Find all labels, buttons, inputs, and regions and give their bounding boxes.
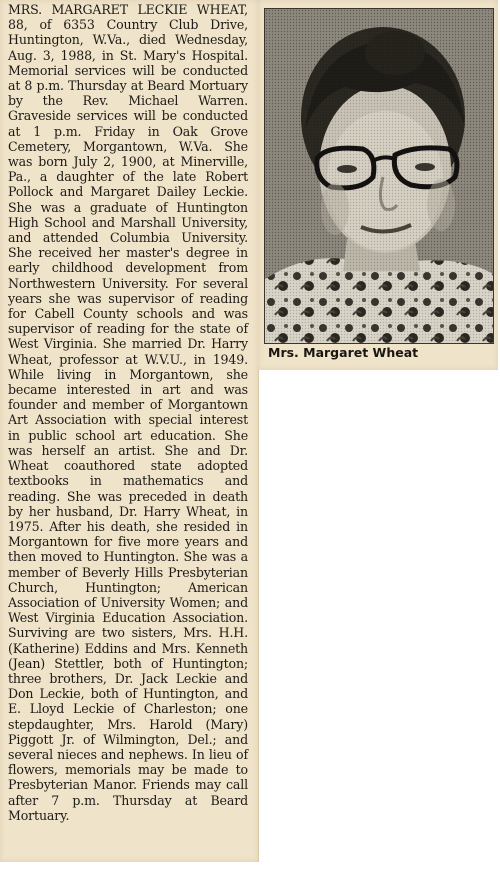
portrait-photo — [264, 8, 494, 344]
obituary-name-heading: MRS. MARGARET LECKIE WHEAT, — [8, 2, 248, 17]
obituary-body: 88, of 6353 Country Club Drive, Huntington, W.Va., died Wednesday, Aug. 3, 1988, in St. Mary's Hospital. Memorial services will be conducted at 8 p.m. Thursday at Beard Mortuary by the Rev. Michael Warren. Graveside services will be conducted at 1 p.m. Friday in Oak Grove Cemetery, Morgantown, W.Va. She was born July 2, 1900, at Minerville, Pa., a daughter of the late Robert Pollock and Margaret Dailey Leckie. She was a graduate of Huntington High School and Marshall University, and attended Columbia University. She received her master's degree in early childhood development from Northwestern University. For several years she was supervisor of reading for Cabell County schools and was supervisor of reading for the state of West Virginia. She married Dr. Harry Wheat, professor at W.V.U., in 1949. While living in Morgantown, she became interested in art and was founder and member of Morgantown Art Association with special interest in public school art education. She was herself an artist. She and Dr. Wheat coauthored state adopted textbooks in mathematics and reading. She was preceded in death by her husband, Dr. Harry Wheat, in 1975. After his death, she resided in Morgantown for five more years and then moved to Huntington. She was a member of Beverly Hills Presbyterian Church, Huntington; American Association of University Women; and West Virginia Education Association. Surviving are two sisters, Mrs. H.H. (Katherine) Eddins and Mrs. Kenneth (Jean) Stettler, both of Huntington; three brothers, Dr. Jack Leckie and Don Leckie, both of Huntington, and E. Lloyd Leckie of Charleston; one stepdaughter, Mrs. Harold (Mary) Piggott Jr. of Wilmington, Del.; and several nieces and nephews. In lieu of flowers, memorials may be made to Presbyterian Manor. Friends may call after 7 p.m. Thursday at Beard Mortuary. — [8, 17, 248, 823]
photo-caption: Mrs. Margaret Wheat — [268, 345, 419, 360]
portrait-image — [265, 9, 493, 343]
obituary-article — [8, 2, 248, 823]
photo-clipping — [258, 0, 498, 370]
